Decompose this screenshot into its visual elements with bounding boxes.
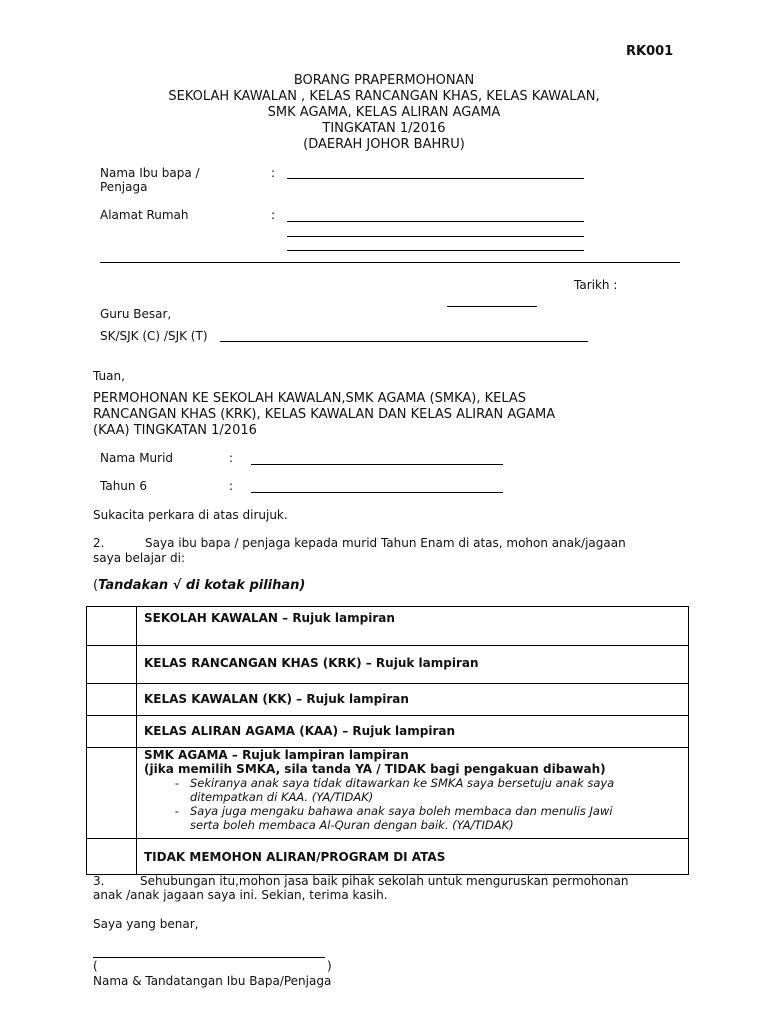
smka-title: SMK AGAMA – Rujuk lampiran lampiran [144,748,409,762]
subject-line-1: PERMOHONAN KE SEKOLAH KAWALAN,SMK AGAMA (SMKA), KELAS [93,391,527,406]
parent-name-label-cont: Penjaga [100,180,148,194]
school-name-field[interactable] [220,341,588,342]
paragraph-2-number: 2. [93,536,105,550]
salutation: Tuan, [93,369,125,383]
address-field-line-1[interactable] [287,221,584,222]
smka-dash-1: - [174,776,180,790]
parent-name-field[interactable] [287,178,584,179]
student-name-field[interactable] [251,464,503,465]
parent-name-colon: : [271,166,276,180]
date-field[interactable] [447,306,537,307]
option-kelas-kawalan: KELAS KAWALAN (KK) – Rujuk lampiran [137,684,689,716]
smka-item-2-line-2: serta boleh membaca Al-Quran dengan baik. (YA/TIDAK) [190,818,514,832]
signature-line[interactable] [93,957,325,958]
checkbox-sekolah-kawalan[interactable] [87,607,137,646]
header-line-3: SMK AGAMA, KELAS ALIRAN AGAMA [267,105,501,120]
smka-dash-2: - [174,804,180,818]
option-none: TIDAK MEMOHON ALIRAN/PROGRAM DI ATAS [137,839,689,875]
header-line-1: BORANG PRAPERMOHONAN [293,73,475,88]
signature-paren-close: ) [327,959,332,973]
student-name-label: Nama Murid [100,451,174,465]
date-label: Tarikh : [574,278,618,292]
recipient-title: Guru Besar, [100,307,172,321]
instruction-text: Tandakan √ di kotak pilihan) [98,578,306,593]
checkbox-smka[interactable] [87,748,137,839]
address-field-line-3[interactable] [287,250,584,251]
paragraph-2-line-2: saya belajar di: [93,551,185,565]
smka-item-1 [144,776,680,804]
smka-note: (jika memilih SMKA, sila tanda YA / TIDAK bagi pengakuan dibawah) [144,762,606,776]
option-krk: KELAS RANCANGAN KHAS (KRK) – Rujuk lampiran [137,646,689,684]
address-label: Alamat Rumah [100,208,189,222]
parent-name-label: Nama Ibu bapa / [100,166,200,180]
student-name-colon: : [229,451,234,465]
instruction [93,578,305,593]
smka-item-2-line-1: Saya juga mengaku bahawa anak saya boleh membaca dan menulis Jawi [190,804,613,818]
signature-label: Nama & Tandatangan Ibu Bapa/Penjaga [93,974,332,988]
checkbox-kelas-kawalan[interactable] [87,684,137,716]
student-year-label: Tahun 6 [100,479,147,493]
option-sekolah-kawalan: SEKOLAH KAWALAN – Rujuk lampiran [137,607,689,646]
instruction-open: ( [93,578,99,593]
smka-item-2 [144,804,680,832]
choice-table [86,606,689,875]
address-field-line-2[interactable] [287,236,584,237]
recipient-school-label: SK/SJK (C) /SJK (T) [100,329,208,343]
address-colon: : [271,208,276,222]
checkbox-krk[interactable] [87,646,137,684]
option-smka [137,748,689,839]
signature-paren-open: ( [93,959,98,973]
paragraph-2-line-1: Saya ibu bapa / penjaga kepada murid Tahun Enam di atas, mohon anak/jagaan [145,536,626,550]
option-kaa: KELAS ALIRAN AGAMA (KAA) – Rujuk lampiran [137,716,689,748]
paragraph-3-line-2: anak /anak jagaan saya ini. Sekian, terima kasih. [93,888,388,902]
header-line-2: SEKOLAH KAWALAN , KELAS RANCANGAN KHAS, KELAS KAWALAN, [168,89,600,104]
smka-item-1-line-2: ditempatkan di KAA. (YA/TIDAK) [190,790,374,804]
smka-item-1-line-1: Sekiranya anak saya tidak ditawarkan ke SMKA saya bersetuju anak saya [190,776,615,790]
paragraph-3-line-1: Sehubungan itu,mohon jasa baik pihak sekolah untuk menguruskan permohonan [140,874,629,888]
paragraph-3-number: 3. [93,874,105,888]
header-line-5: (DAERAH JOHOR BAHRU) [303,137,465,152]
closing: Saya yang benar, [93,917,199,931]
student-year-field[interactable] [251,492,503,493]
form-code: RK001 [626,44,674,59]
checkbox-kaa[interactable] [87,716,137,748]
subject-line-3: (KAA) TINGKATAN 1/2016 [93,423,257,438]
section-divider [100,262,680,263]
paragraph-1: Sukacita perkara di atas dirujuk. [93,508,288,522]
checkbox-none[interactable] [87,839,137,875]
header-line-4: TINGKATAN 1/2016 [322,121,446,136]
subject-line-2: RANCANGAN KHAS (KRK), KELAS KAWALAN DAN KELAS ALIRAN AGAMA [93,407,556,422]
student-year-colon: : [229,479,234,493]
